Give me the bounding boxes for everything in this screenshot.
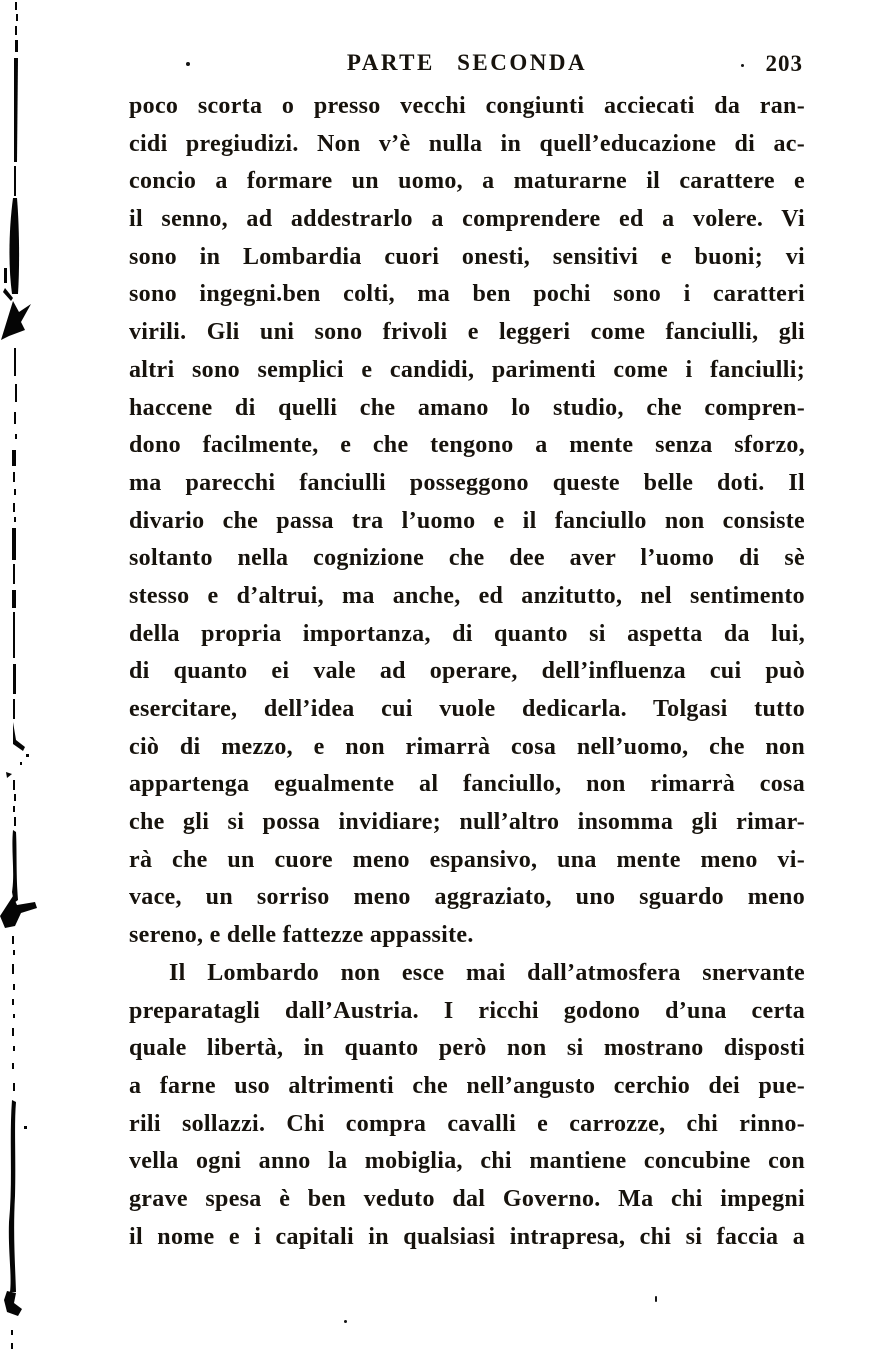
text-line: di quanto ei vale ad operare, dell’influenza cui può [129, 658, 805, 685]
text-line: soltanto nella cognizione che dee aver l’uomo di sè [129, 545, 805, 572]
running-title: PARTE SECONDA [346, 50, 588, 75]
ink-speck [655, 1296, 657, 1302]
ink-speck [344, 1320, 347, 1323]
text-line: divario che passa tra l’uomo e il fanciullo non consiste [129, 507, 805, 534]
text-line: haccene di quelli che amano lo studio, che compren- [129, 394, 805, 421]
text-line: preparatagli dall’Austria. I ricchi godono d’una certa [129, 997, 805, 1024]
text-line: rà che un cuore meno espansivo, una mente meno vi- [129, 846, 805, 873]
text-line: rili sollazzi. Chi compra cavalli e carrozze, chi rinno- [129, 1110, 805, 1137]
text-line: grave spesa è ben veduto dal Governo. Ma chi impegni [129, 1185, 805, 1212]
text-line: ciò di mezzo, e non rimarrà cosa nell’uomo, che non [129, 733, 805, 760]
text-line: poco scorta o presso vecchi congiunti acciecati da ran- [129, 93, 805, 119]
binding-artifact [0, 0, 60, 1365]
text-line: virili. Gli uni sono frivoli e leggeri come fanciulli, gli [129, 319, 805, 346]
page-number: 203 [765, 51, 803, 76]
text-line: il nome e i capitali in qualsiasi intrapresa, chi si faccia a [129, 1223, 805, 1250]
text-line: Il Lombardo non esce mai dall’atmosfera snervante [169, 959, 805, 986]
text-line: che gli si possa invidiare; null’altro insomma gli rimar- [129, 809, 805, 836]
text-line: concio a formare un uomo, a maturarne il carattere e [129, 168, 805, 195]
text-line: della propria importanza, di quanto si aspetta da lui, [129, 620, 805, 647]
text-line: appartenga egualmente al fanciullo, non rimarrà cosa [129, 771, 805, 798]
text-line: a farne uso altrimenti che nell’angusto cerchio dei pue- [129, 1072, 805, 1099]
text-line: cidi pregiudizi. Non v’è nulla in quell’educazione di ac- [129, 130, 805, 157]
text-line: esercitare, dell’idea cui vuole dedicarla. Tolgasi tutto [129, 696, 805, 722]
page-header [129, 50, 805, 84]
text-line: ma parecchi fanciulli posseggono queste belle doti. Il [129, 469, 805, 496]
text-line: sereno, e delle fattezze appassite. [129, 922, 474, 949]
text-line: stesso e d’altrui, ma anche, ed anzitutto, nel sentimento [129, 582, 805, 609]
text-line: dono facilmente, e che tengono a mente senza sforzo, [129, 432, 805, 459]
text-line: sono in Lombardia cuori onesti, sensitivi e buoni; vi [129, 243, 805, 270]
text-line: sono ingegni.ben colti, ma ben pochi sono i caratteri [129, 281, 805, 308]
text-line: il senno, ad addestrarlo a comprendere ed a volere. Vi [129, 206, 805, 233]
text-line: altri sono semplici e candidi, parimenti come i fanciulli; [129, 356, 805, 383]
text-line: vella ogni anno la mobiglia, chi mantiene concubine con [129, 1148, 805, 1175]
body-text [129, 88, 805, 1256]
text-line: quale libertà, in quanto però non si mostrano disposti [129, 1035, 805, 1062]
text-line: vace, un sorriso meno aggraziato, uno sguardo meno [129, 884, 805, 911]
